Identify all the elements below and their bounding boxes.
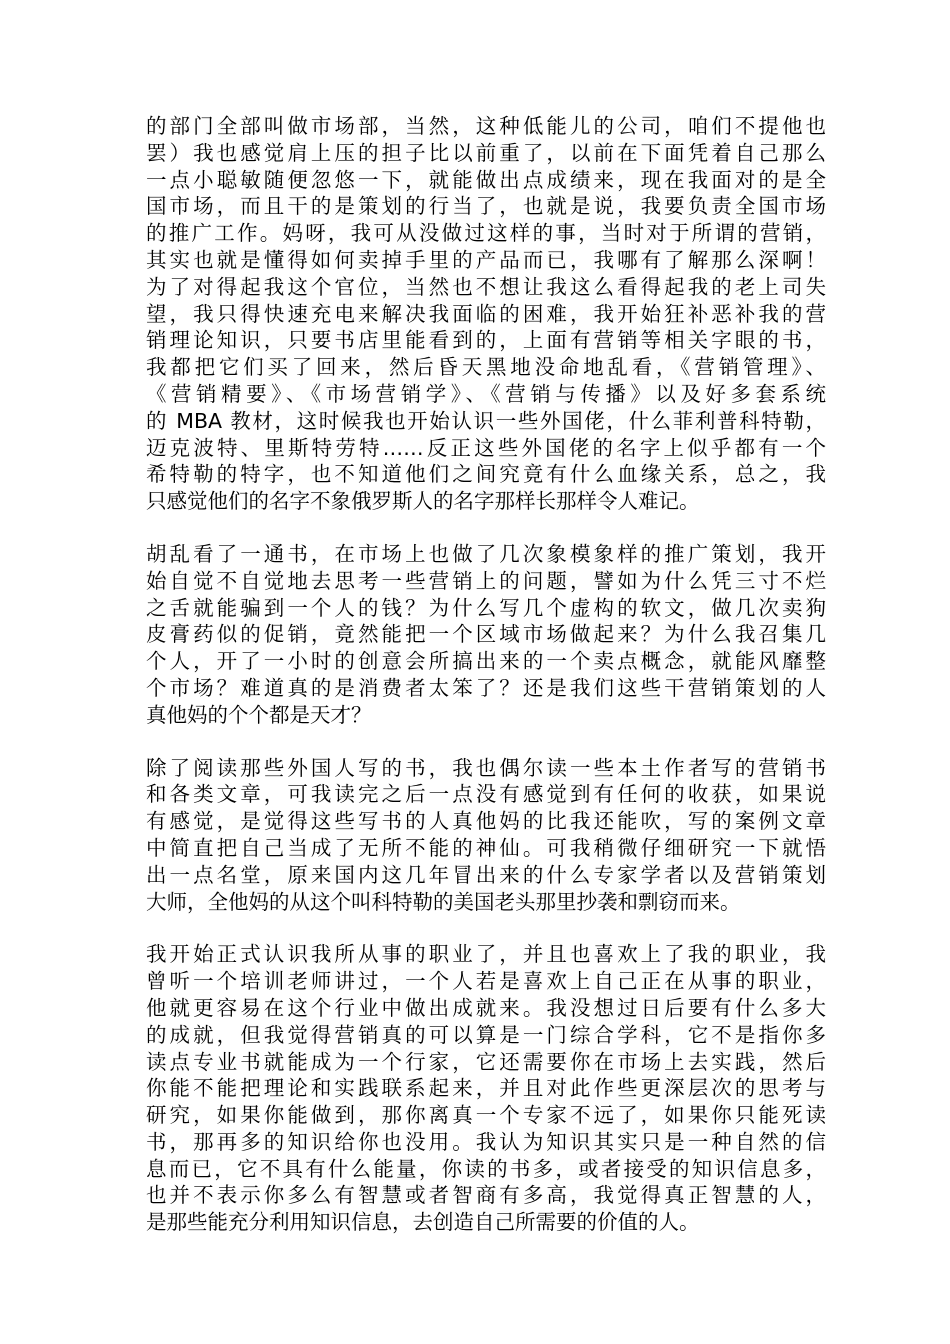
document-page xyxy=(146,113,826,1236)
paragraph-3 xyxy=(146,755,826,916)
text-line: 真他妈的个个都是天才？ xyxy=(146,702,372,727)
text-line: 望，我只得快速充电来解决我面临的困难，我开始狂补恶补我的营 xyxy=(146,301,826,326)
text-line: 的部门全部叫做市场部，当然，这种低能儿的公司，咱们不提他也 xyxy=(146,114,826,138)
text-line: 和各类文章，可我读完之后一点没有感觉到有任何的收获，如果说 xyxy=(146,782,826,807)
text-line: 一点小聪敏随便忽悠一下，就能做出点成绩来，现在我面对的是全 xyxy=(146,167,826,192)
text-line: 研究，如果你能做到，那你离真一个专家不远了，如果你只能死读 xyxy=(146,1103,826,1128)
text-line: 《营销精要》、《市场营销学》、《营销与传播》以及好多套系统 xyxy=(146,381,826,406)
text-line: 个市场？难道真的是消费者太笨了？还是我们这些干营销策划的人 xyxy=(146,675,826,700)
text-line: 书，那再多的知识给你也没用。我认为知识其实只是一种自然的信 xyxy=(146,1129,826,1154)
text-line: 销理论知识，只要书店里能看到的，上面有营销等相关字眼的书， xyxy=(146,328,826,353)
text-line: 罢）我也感觉肩上压的担子比以前重了，以前在下面凭着自己那么 xyxy=(146,140,826,165)
text-line: 有感觉，是觉得这些写书的人真他妈的比我还能吹，写的案例文章 xyxy=(146,809,826,834)
text-line: 胡乱看了一通书，在市场上也做了几次象模象样的推广策划，我开 xyxy=(146,541,826,566)
text-line: 希特勒的特字，也不知道他们之间究竟有什么血缘关系，总之，我 xyxy=(146,462,826,487)
text-line: 也并不表示你多么有智慧或者智商有多高，我觉得真正智慧的人， xyxy=(146,1183,826,1208)
text-line: 只感觉他们的名字不象俄罗斯人的名字那样长那样令人难记。 xyxy=(146,489,700,514)
text-line: 始自觉不自觉地去思考一些营销上的问题，譬如为什么凭三寸不烂 xyxy=(146,568,826,593)
text-line: 其实也就是懂得如何卖掉手里的产品而已，我哪有了解那么深啊！ xyxy=(146,247,826,272)
text-line: 皮膏药似的促销，竟然能把一个区域市场做起来？为什么我召集几 xyxy=(146,622,826,647)
text-line: 是那些能充分利用知识信息，去创造自己所需要的价值的人。 xyxy=(146,1210,700,1235)
text-line: 你能不能把理论和实践联系起来，并且对此作些更深层次的思考与 xyxy=(146,1076,826,1101)
text-line: 迈克波特、里斯特劳特……反正这些外国佬的名字上似乎都有一个 xyxy=(146,435,826,460)
text-line: 息而已，它不具有什么能量，你读的书多，或者接受的知识信息多， xyxy=(146,1156,826,1181)
text-line: 为了对得起我这个官位，当然也不想让我这么看得起我的老上司失 xyxy=(146,274,826,299)
text-line: 之舌就能骗到一个人的钱？为什么写几个虚构的软文，做几次卖狗 xyxy=(146,595,826,620)
text-line: 的推广工作。妈呀，我可从没做过这样的事，当时对于所谓的营销， xyxy=(146,221,826,246)
paragraph-4 xyxy=(146,941,826,1236)
paragraph-1 xyxy=(146,113,826,515)
text-line: 出一点名堂，原来国内这几年冒出来的什么专家学者以及营销策划 xyxy=(146,862,826,887)
text-line: 的成就，但我觉得营销真的可以算是一门综合学科，它不是指你多 xyxy=(146,1022,826,1047)
text-line: 曾听一个培训老师讲过，一个人若是喜欢上自己正在从事的职业， xyxy=(146,969,826,994)
text-line: 大师，全他妈的从这个叫科特勒的美国老头那里抄袭和剽窃而来。 xyxy=(146,889,741,914)
text-line: 他就更容易在这个行业中做出成就来。我没想过日后要有什么多大 xyxy=(146,995,826,1020)
text-line: 个人，开了一小时的创意会所搞出来的一个卖点概念，就能风靡整 xyxy=(146,649,826,674)
text-line: 的 MBA 教材，这时候我也开始认识一些外国佬，什么菲利普科特勒， xyxy=(146,408,826,433)
text-line: 我都把它们买了回来，然后昏天黑地没命地乱看，《营销管理》、 xyxy=(146,355,826,380)
text-line: 国市场，而且干的是策划的行当了，也就是说，我要负责全国市场 xyxy=(146,194,826,219)
paragraph-2 xyxy=(146,541,826,729)
text-line: 我开始正式认识我所从事的职业了，并且也喜欢上了我的职业，我 xyxy=(146,942,826,967)
text-line: 除了阅读那些外国人写的书，我也偶尔读一些本土作者写的营销书 xyxy=(146,755,826,780)
text-line: 读点专业书就能成为一个行家，它还需要你在市场上去实践，然后 xyxy=(146,1049,826,1074)
text-line: 中简直把自己当成了无所不能的神仙。可我稍微仔细研究一下就悟 xyxy=(146,835,826,860)
